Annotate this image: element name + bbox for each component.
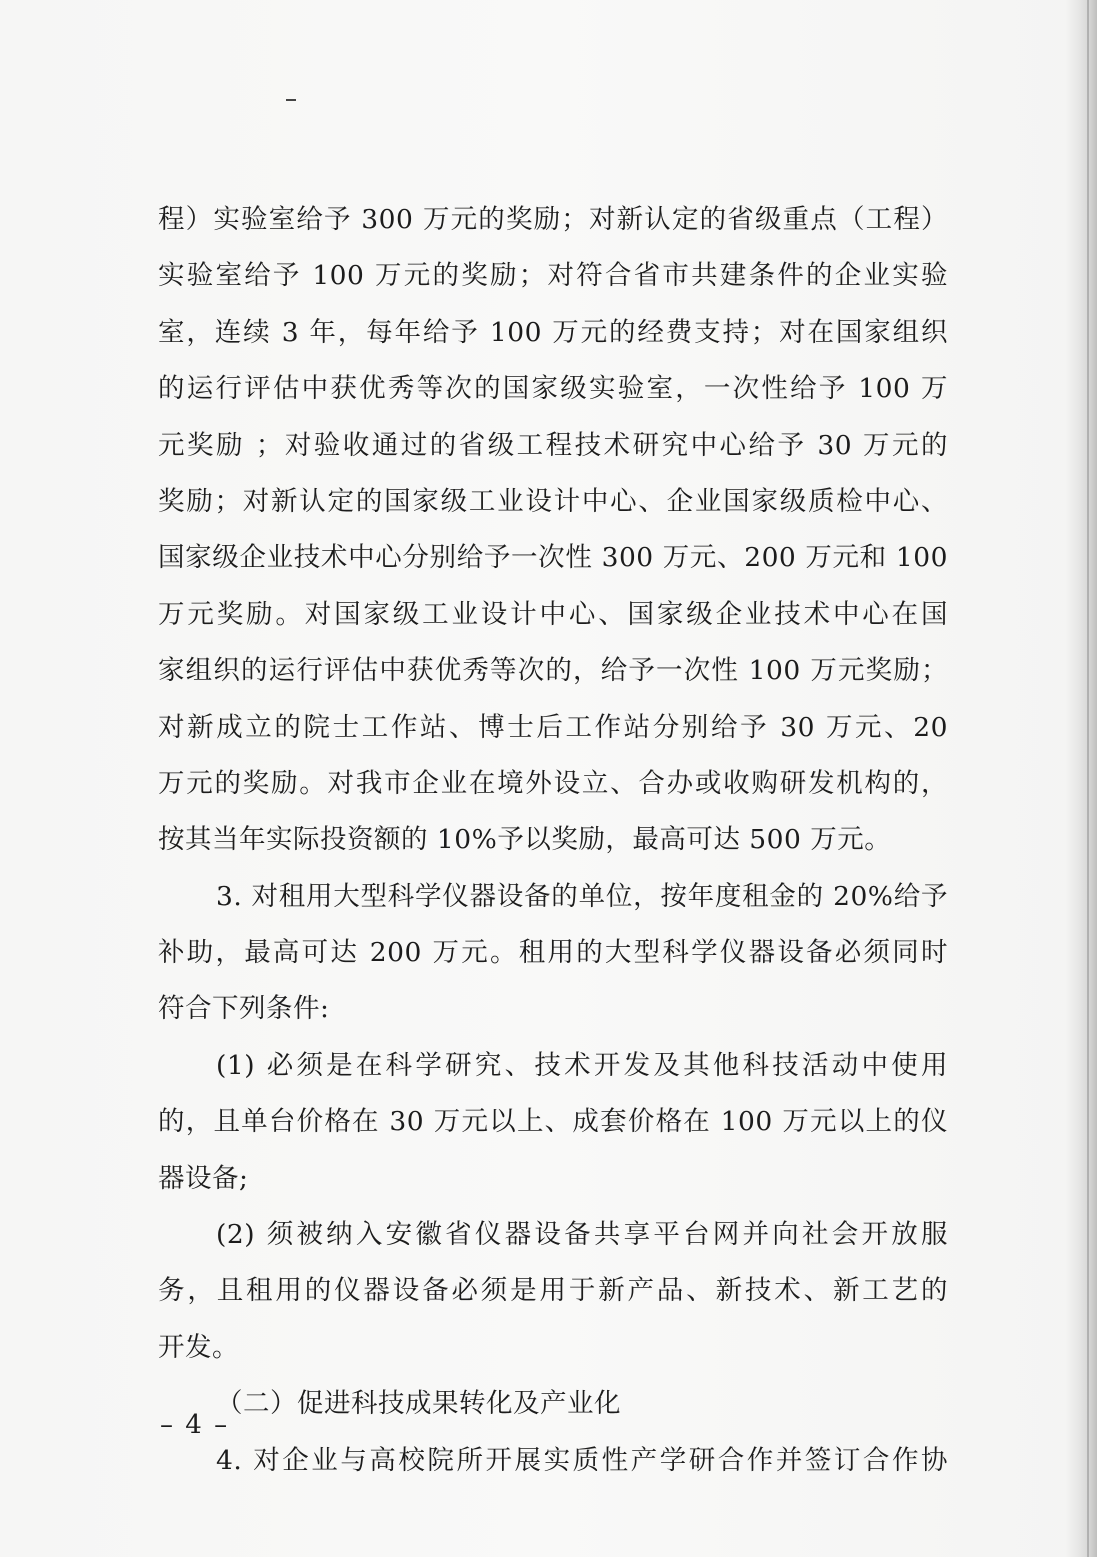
text-line: 室，连续 3 年，每年给予 100 万元的经费支持；对在国家组织 bbox=[158, 316, 948, 348]
section-heading: （二）促进科技成果转化及产业化 bbox=[216, 1388, 621, 1420]
text-line: 对新成立的院士工作站、博士后工作站分别给予 30 万元、20 bbox=[158, 711, 948, 743]
text-line: 实验室给予 100 万元的奖励；对符合省市共建条件的企业实验 bbox=[158, 260, 948, 292]
text-line: 补助，最高可达 200 万元。租用的大型科学仪器设备必须同时 bbox=[158, 937, 948, 969]
document-body bbox=[158, 192, 948, 1489]
text-line: 的运行评估中获优秀等次的国家级实验室，一次性给予 100 万 bbox=[158, 373, 948, 405]
text-line: 器设备; bbox=[158, 1162, 249, 1194]
paragraph-start-line: 3. 对租用大型科学仪器设备的单位，按年度租金的 20%给予 bbox=[216, 880, 948, 912]
text-line: 按其当年实际投资额的 10%予以奖励，最高可达 500 万元。 bbox=[158, 824, 892, 856]
paragraph-start-line: (2) 须被纳入安徽省仪器设备共享平台网并向社会开放服 bbox=[216, 1219, 948, 1251]
text-line: 国家级企业技术中心分别给予一次性 300 万元、200 万元和 100 bbox=[158, 542, 948, 574]
page-number: – 4 – bbox=[160, 1410, 230, 1440]
text-line: 的，且单台价格在 30 万元以上、成套价格在 100 万元以上的仪 bbox=[158, 1106, 948, 1138]
text-line: 符合下列条件: bbox=[158, 993, 330, 1025]
scan-edge-line bbox=[1087, 0, 1089, 1557]
text-line: 务，且租用的仪器设备必须是用于新产品、新技术、新工艺的 bbox=[158, 1275, 948, 1307]
text-line: 开发。 bbox=[158, 1331, 239, 1363]
text-line: 元奖励 ；对验收通过的省级工程技术研究中心给予 30 万元的 bbox=[158, 429, 948, 461]
text-line: 家组织的运行评估中获优秀等次的，给予一次性 100 万元奖励； bbox=[158, 655, 948, 687]
scan-speck bbox=[286, 99, 296, 101]
paragraph-start-line: (1) 必须是在科学研究、技术开发及其他科技活动中使用 bbox=[216, 1049, 948, 1081]
text-line: 万元的奖励。对我市企业在境外设立、合办或收购研发机构的， bbox=[158, 767, 948, 799]
scan-edge-shadow bbox=[1065, 0, 1097, 1557]
paragraph-start-line: 4. 对企业与高校院所开展实质性产学研合作并签订合作协 bbox=[216, 1444, 948, 1476]
text-line: 万元奖励。对国家级工业设计中心、国家级企业技术中心在国 bbox=[158, 598, 948, 630]
text-line: 程）实验室给予 300 万元的奖励；对新认定的省级重点（工程） bbox=[158, 204, 948, 235]
text-line: 奖励；对新认定的国家级工业设计中心、企业国家级质检中心、 bbox=[158, 485, 948, 517]
